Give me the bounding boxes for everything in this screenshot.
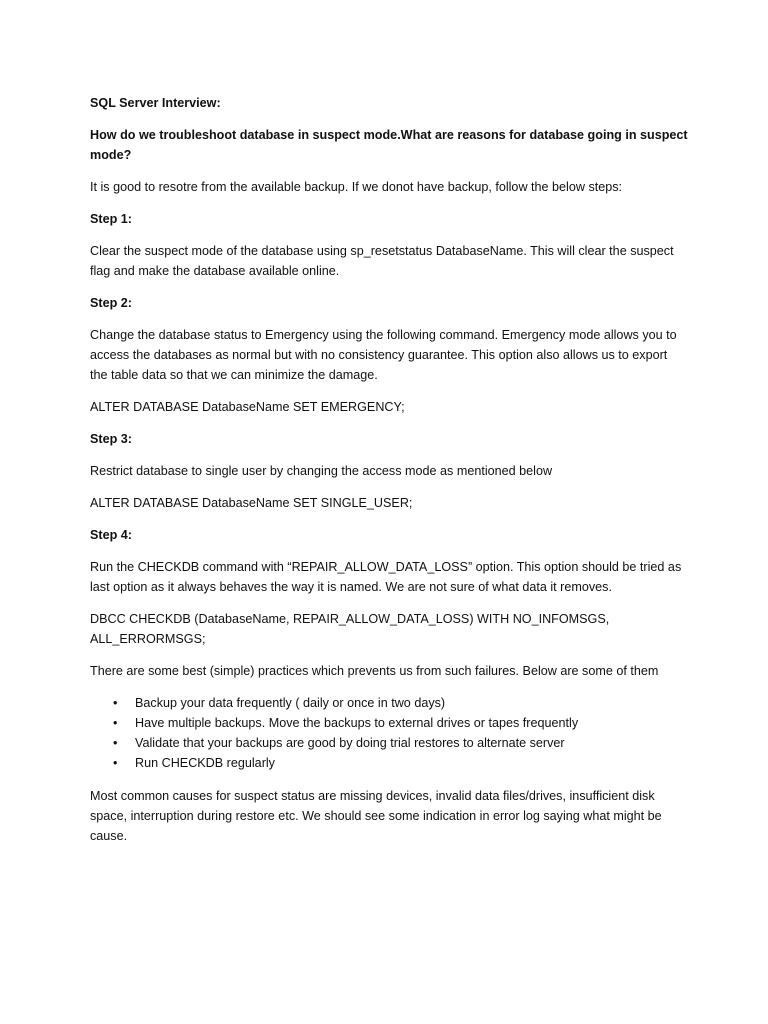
bullet-icon: • xyxy=(113,696,118,710)
list-item-text: Run CHECKDB regularly xyxy=(135,756,275,770)
bullet-icon: • xyxy=(113,736,118,750)
step-2-body: Change the database status to Emergency using the following command. Emergency mode allows you to access the databases as normal but with no consistency guarantee. This option also allows us to export the table data so that we can minimize the damage. xyxy=(90,328,677,382)
list-item xyxy=(90,733,688,753)
list-item-text: Have multiple backups. Move the backups to external drives or tapes frequently xyxy=(135,716,579,730)
step-4-command: DBCC CHECKDB (DatabaseName, REPAIR_ALLOW_DATA_LOSS) WITH NO_INFOMSGS, ALL_ERRORMSGS; xyxy=(90,612,610,646)
step-4-title: Step 4: xyxy=(90,528,132,542)
practices-list xyxy=(90,693,688,773)
step-3-title: Step 3: xyxy=(90,432,132,446)
bullet-icon: • xyxy=(113,756,118,770)
conclusion-paragraph: Most common causes for suspect status are missing devices, invalid data files/drives, insufficient disk space, interruption during restore etc. We should see some indication in error log saying what might be cause. xyxy=(90,789,662,843)
list-item xyxy=(90,693,688,713)
step-1-body: Clear the suspect mode of the database using sp_resetstatus DatabaseName. This will clear the suspect flag and make the database available online. xyxy=(90,244,674,278)
bullet-icon: • xyxy=(113,716,118,730)
step-1-title: Step 1: xyxy=(90,212,132,226)
list-item-text: Validate that your backups are good by doing trial restores to alternate server xyxy=(135,736,565,750)
step-3-command: ALTER DATABASE DatabaseName SET SINGLE_USER; xyxy=(90,496,413,510)
list-item-text: Backup your data frequently ( daily or once in two days) xyxy=(135,696,446,710)
step-3-body: Restrict database to single user by changing the access mode as mentioned below xyxy=(90,464,553,478)
interview-question: How do we troubleshoot database in suspect mode.What are reasons for database going in suspect mode? xyxy=(90,128,688,162)
step-2-title: Step 2: xyxy=(90,296,132,310)
list-item xyxy=(90,713,688,733)
practices-intro: There are some best (simple) practices which prevents us from such failures. Below are some of them xyxy=(90,664,659,678)
step-4-body: Run the CHECKDB command with “REPAIR_ALLOW_DATA_LOSS” option. This option should be tried as last option as it always behaves the way it is named. We are not sure of what data it removes. xyxy=(90,560,682,594)
list-item xyxy=(90,753,688,773)
intro-paragraph: It is good to resotre from the available backup. If we donot have backup, follow the below steps: xyxy=(90,180,623,194)
document-heading: SQL Server Interview: xyxy=(90,96,221,110)
step-2-command: ALTER DATABASE DatabaseName SET EMERGENCY; xyxy=(90,400,405,414)
